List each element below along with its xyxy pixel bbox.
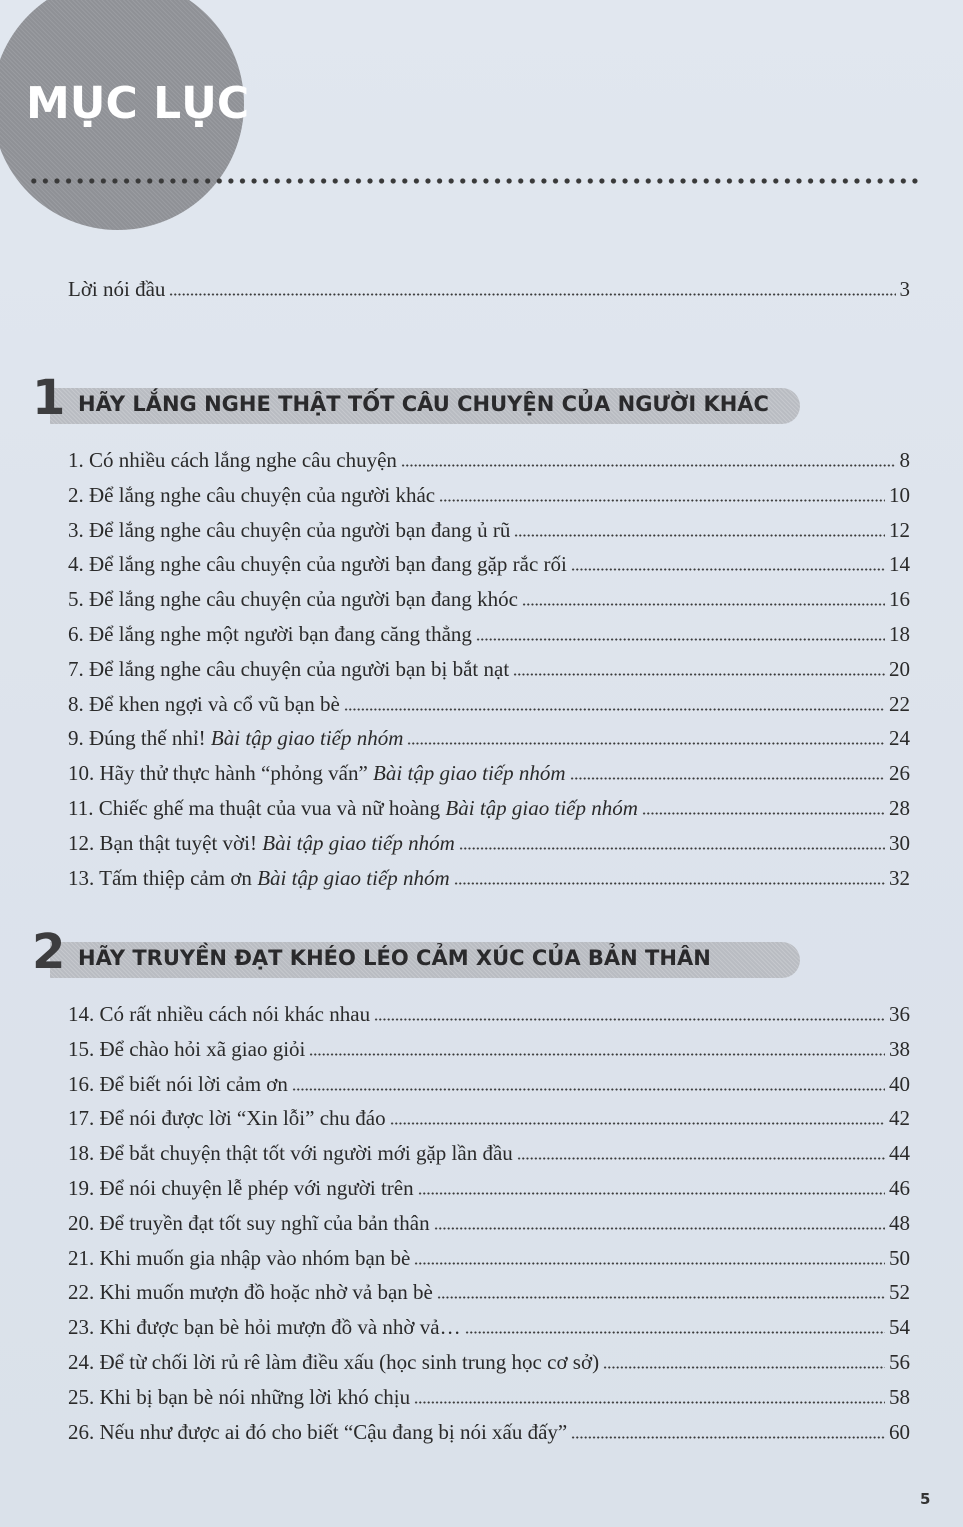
toc-entry-title: 24. Để từ chối lời rủ rê làm điều xấu (học sinh trung học cơ sở) [68,1350,600,1374]
section-number: 2 [32,924,66,980]
toc-entry-page: 22 [889,691,910,716]
toc-entry-page: 24 [889,726,910,751]
dot-leader [459,847,885,850]
toc-entry-page: 36 [889,1002,910,1026]
toc-entry-title: 8. Để khen ngợi và cổ vũ bạn bè [68,691,340,716]
toc-entry-page: 28 [889,796,910,820]
toc-row[interactable] [68,859,910,891]
page-title: MỤC LỤC [26,78,250,129]
dot-leader [571,568,885,571]
dot-leader [642,812,885,815]
toc-entry-page: 46 [889,1176,910,1200]
toc-entry-page: 60 [889,1419,910,1444]
toc-row[interactable] [68,754,910,786]
dot-leader [418,1192,885,1195]
toc-entry-title: 1. Có nhiều cách lắng nghe câu chuyện [68,448,397,472]
dot-leader [374,1018,885,1021]
toc-entry-italic-note: Bài tập giao tiếp nhóm [373,761,566,786]
toc-entry-page: 30 [889,830,910,855]
toc-row[interactable] [68,719,910,751]
dot-leader [517,1157,885,1160]
dot-leader [522,603,885,606]
toc-entry-page: 44 [889,1141,910,1166]
toc-entry-page: 20 [889,656,910,681]
toc-entry-page: 3 [899,277,910,301]
toc-entry-page: 54 [889,1315,910,1340]
dot-leader [437,1296,885,1299]
toc-entry-page: 40 [889,1071,910,1096]
toc-row[interactable] [68,615,910,647]
section-title: HÃY TRUYỀN ĐẠT KHÉO LÉO CẢM XÚC CỦA BẢN THÂN [78,946,711,970]
toc-entry-page: 10 [889,482,910,507]
toc-entry-page: 14 [889,552,910,577]
toc-entry-page: 58 [889,1384,910,1409]
dot-leader [514,534,885,537]
toc-entry-italic-note: Bài tập giao tiếp nhóm [257,865,450,890]
toc-row[interactable] [68,1169,910,1201]
toc-row[interactable] [68,1030,910,1062]
toc-entry-page: 48 [889,1210,910,1235]
toc-entry-italic-note: Bài tập giao tiếp nhóm [210,726,404,751]
section-title: HÃY LẮNG NGHE THẬT TỐT CÂU CHUYỆN CỦA NGƯỜI KHÁC [78,392,769,416]
toc-row[interactable] [68,1273,910,1305]
toc-row[interactable] [68,1065,910,1097]
toc-row[interactable] [68,685,910,717]
toc-entry-title: 13. Tấm thiệp cảm ơn Bài tập giao tiếp nhóm [68,865,450,890]
dot-leader [309,1053,885,1056]
toc-row[interactable] [68,441,910,473]
toc-entry-page: 42 [889,1106,910,1131]
toc-row-intro[interactable] [68,270,910,302]
toc-entry-title: 18. Để bắt chuyện thật tốt với người mới gặp lần đầu [68,1141,513,1166]
dot-leader [454,882,885,885]
toc-entry-title: 5. Để lắng nghe câu chuyện của người bạn đang khóc [68,587,518,612]
toc-row[interactable] [68,1378,910,1410]
toc-entry-title: 6. Để lắng nghe một người bạn đang căng thẳng [68,622,472,646]
toc-row[interactable] [68,1343,910,1375]
section-banner-2 [30,924,800,982]
toc-entry-title: 26. Nếu như được ai đó cho biết “Cậu đang bị nói xấu đấy” [68,1419,568,1444]
toc-row[interactable] [68,995,910,1027]
dot-leader [476,638,885,641]
dot-leader [465,1331,885,1334]
dot-leader [439,499,885,502]
toc-entry-title: 11. Chiếc ghế ma thuật của vua và nữ hoàng Bài tập giao tiếp nhóm [68,796,638,820]
toc-row[interactable] [68,1413,910,1445]
toc-entry-title: 9. Đúng thế nhỉ! Bài tập giao tiếp nhóm [68,726,404,751]
toc-entry-title: 20. Để truyền đạt tốt suy nghĩ của bản thân [68,1210,430,1235]
toc-entry-italic-note: Bài tập giao tiếp nhóm [445,796,638,820]
toc-entry-title: 23. Khi được bạn bè hỏi mượn đồ và nhờ vả… [68,1315,461,1340]
dot-leader [513,673,885,676]
dot-leader [344,708,885,711]
dot-leader [169,293,895,296]
toc-entry-page: 16 [889,587,910,612]
toc-entry-page: 8 [899,448,910,472]
toc-row[interactable] [68,1308,910,1340]
toc-row[interactable] [68,789,910,821]
section-banner-1 [30,370,800,428]
toc-row[interactable] [68,824,910,856]
toc-row[interactable] [68,476,910,508]
toc-row[interactable] [68,1239,910,1271]
toc-entry-page: 18 [889,622,910,646]
dot-leader [570,777,885,780]
toc-entry-page: 38 [889,1036,910,1061]
toc-entry-title: 16. Để biết nói lời cảm ơn [68,1071,288,1096]
toc-row[interactable] [68,511,910,543]
toc-entry-title: 21. Khi muốn gia nhập vào nhóm bạn bè [68,1245,411,1270]
dot-leader [414,1262,885,1265]
toc-entry-title: 7. Để lắng nghe câu chuyện của người bạn bị bắt nạt [68,656,510,681]
header-dotted-rule [28,176,920,186]
toc-entry-page: 52 [889,1280,910,1305]
toc-entry-title: 10. Hãy thử thực hành “phỏng vấn” Bài tập giao tiếp nhóm [68,761,566,786]
folio-page-number: 5 [920,1490,931,1508]
toc-entry-page: 26 [889,761,910,786]
toc-entry-title: 17. Để nói được lời “Xin lỗi” chu đáo [68,1106,386,1131]
toc-entry-italic-note: Bài tập giao tiếp nhóm [262,830,455,855]
toc-row[interactable] [68,1134,910,1166]
dot-leader [603,1366,885,1369]
toc-entry-title: 4. Để lắng nghe câu chuyện của người bạn đang gặp rắc rối [68,552,567,577]
toc-entry-title: 19. Để nói chuyện lễ phép với người trên [68,1176,414,1200]
toc-entry-title: 14. Có rất nhiều cách nói khác nhau [68,1002,371,1026]
dot-leader [292,1088,885,1091]
toc-row[interactable] [68,1099,910,1131]
toc-entry-title: 22. Khi muốn mượn đồ hoặc nhờ vả bạn bè [68,1280,433,1305]
dot-leader [571,1436,885,1439]
dot-leader [407,742,885,745]
section-number: 1 [32,370,66,426]
toc-row[interactable] [68,580,910,612]
toc-row[interactable] [68,545,910,577]
toc-entry-title: 15. Để chào hỏi xã giao giỏi [68,1036,306,1061]
toc-entry-title: 12. Bạn thật tuyệt vời! Bài tập giao tiếp nhóm [68,830,455,855]
toc-entry-page: 56 [889,1350,910,1374]
toc-entry-title: 25. Khi bị bạn bè nói những lời khó chịu [68,1384,411,1409]
toc-entry-title: Lời nói đầu [68,277,166,301]
dot-leader [401,464,896,467]
toc-row[interactable] [68,650,910,682]
toc-entry-page: 12 [889,517,910,542]
toc-entry-page: 32 [889,865,910,890]
dot-leader [414,1401,885,1404]
dot-leader [434,1227,885,1230]
toc-entry-title: 2. Để lắng nghe câu chuyện của người khác [68,482,436,507]
toc-row[interactable] [68,1204,910,1236]
toc-entry-page: 50 [889,1245,910,1270]
dot-leader [390,1122,885,1125]
toc-entry-title: 3. Để lắng nghe câu chuyện của người bạn đang ủ rũ [68,517,511,542]
